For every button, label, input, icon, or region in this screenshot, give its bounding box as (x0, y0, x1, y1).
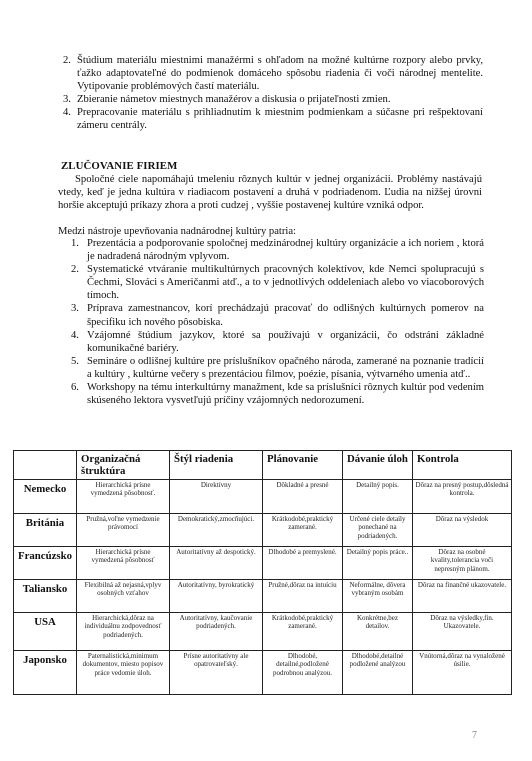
list-item (63, 54, 483, 93)
table-cell: Flexibilná až nejasná,vplyv osobných vzťahov (77, 580, 170, 613)
table-cell: Dôraz na presný postup,dôsledná kontrola. (413, 480, 512, 514)
list-text: Vzájomné štúdium jazykov, ktoré sa používajú v organizácii, čo odstráni základné komunikačné bariéry. (87, 329, 484, 354)
table-cell: Dôkladné a presné (263, 480, 343, 514)
table-cell: Dôraz na finančné ukazovatele. (413, 580, 512, 613)
table-header-cell: Plánovanie (263, 451, 343, 480)
list-text: Systematické vtváranie multikultúrnych pracovných kolektívov, kde Nemci spolupracujú s Čechmi, Slováci s Američanmi atď., a to v jednotlivých oddeleniach alebo vo viacoborových tímoch. (87, 264, 484, 302)
table-cell: Neformálne, dôvera vybraným osobám (343, 580, 413, 613)
table-row (14, 613, 512, 651)
table-cell: Pružné,dôraz na intuíciu (263, 580, 343, 613)
list-text: Semináre o odlišnej kultúre pre príslušníkov opačného národa, zamerané na poznanie tradícií a kultúry , kultúrne večery s prezentáciou filmov, poézie, písania, výtvarného umenia atď.. (87, 355, 484, 380)
list-text: Workshopy na tému interkultúrny manažment, kde sa príslušníci rôznych kultúr pod vedením skúseného lektora vysvetľujú príčiny vzájomných nedorozumení. (87, 382, 484, 407)
table-cell: Detailný popis práce.. (343, 547, 413, 580)
table-cell: Konkrétne,bez detailov. (343, 613, 413, 651)
list-item (63, 93, 483, 106)
table-cell: Dlhodobé a premyslené. (263, 547, 343, 580)
table-header-cell: Organizačná štruktúra (77, 451, 170, 480)
list-text: Štúdium materiálu miestnimi manažérmi s ohľadom na možné kultúrne rozpory alebo prvky, ťažko adaptovateľné do podmienok domáceho spôsobu riadenia či voči národnej mentelite. Vytipovanie problémových častí materiálu. (77, 55, 483, 92)
list-number: 1. (71, 238, 79, 249)
table-cell: Dlhodobé, detailné,podložené podrobnou analýzou. (263, 651, 343, 695)
list-number: 3. (63, 94, 71, 105)
table-cell: Direktívny (170, 480, 263, 514)
list-text: Prezentácia a podporovanie spoločnej medzinárodnej kultúry organizácie a ich noriem , ktorá je nadradená národným vplyvom. (87, 238, 484, 263)
list-number: 6. (71, 382, 79, 394)
page-number: 7 (472, 730, 477, 741)
section-heading: ZLUČOVANIE FIRIEM (61, 160, 178, 172)
table-cell: Dôraz na osobné kvality,tolerancia voči nepresným plánom. (413, 547, 512, 580)
table-cell: Pružná,voľne vymedzenie právomocí (77, 514, 170, 547)
row-country: Japonsko (14, 651, 77, 695)
table-row (14, 480, 512, 514)
table-header-row (14, 451, 512, 480)
list-item (71, 302, 484, 328)
table-cell: Hierarchická prísne vymedzená pôsobnosť (77, 547, 170, 580)
list-number: 2. (71, 264, 79, 276)
list-number: 2. (63, 55, 71, 66)
table-cell: Dôraz na výsledky,fin. Ukazovatele. (413, 613, 512, 651)
list-text: Prepracovanie materiálu s prihliadnutím k miestnim podmienkam a súčasne pri rešpektovaní zámeru centrály. (77, 107, 483, 131)
tools-numbered-list (71, 237, 484, 407)
table-row (14, 580, 512, 613)
table-header-cell (14, 451, 77, 480)
table-header-cell: Štýl riadenia (170, 451, 263, 480)
list-number: 3. (71, 303, 79, 315)
table-cell: Dôraz na výsledok (413, 514, 512, 547)
table-header-cell: Dávanie úloh (343, 451, 413, 480)
row-country: Taliansko (14, 580, 77, 613)
section-intro: Medzi nástroje upevňovania nadnárodnej kultúry patria: (58, 226, 296, 237)
list-item (71, 381, 484, 407)
culture-comparison-table (13, 450, 512, 695)
table-row (14, 547, 512, 580)
table-header-cell: Kontrola (413, 451, 512, 480)
list-item (71, 263, 484, 302)
table-cell: Demokratický,zmocňujúci. (170, 514, 263, 547)
row-country: Francúzsko (14, 547, 77, 580)
list-number: 5. (71, 355, 79, 367)
table-cell: Detailný popis. (343, 480, 413, 514)
list-item (71, 329, 484, 355)
table-cell: Krátkodobé,praktický zamerané. (263, 613, 343, 651)
list-number: 4. (63, 107, 71, 118)
table-cell: Krátkodobé,praktický zamerané. (263, 514, 343, 547)
table-cell: Hierarchická prísne vymedzená pôsobnosť. (77, 480, 170, 514)
table-cell: Prísne autoritatívny ale opatrovateľský. (170, 651, 263, 695)
table-cell: Autoritatívny, kaučovanie podriadených. (170, 613, 263, 651)
table-cell: Autoritatívny až despotický. (170, 547, 263, 580)
table-cell: Autoritatívny, byrokratický (170, 580, 263, 613)
list-item (63, 106, 483, 132)
table-row (14, 651, 512, 695)
table-cell: Hierarchická,dôraz na individuálnu zodpovednosť podriadených. (77, 613, 170, 651)
list-number: 4. (71, 329, 79, 341)
list-text: Zbieranie námetov miestnych manažérov a diskusia o prijateľnosti zmien. (77, 94, 391, 105)
list-item (71, 355, 484, 381)
table-cell: Paternalistická,minimum dokumentov, miesto popisov práce vedomie úloh. (77, 651, 170, 695)
list-text: Príprava zamestnancov, korí prechádzajú pracovať do odlišných kultúrnych pomerov na špecifiku ich nového pôsobiska. (87, 303, 484, 328)
row-country: Nemecko (14, 480, 77, 514)
table-row (14, 514, 512, 547)
table-cell: Dlhodobé,detailné podložené analýzou (343, 651, 413, 695)
table-cell: Určené ciele detaily ponechané na podriadených. (343, 514, 413, 547)
top-numbered-list (63, 54, 483, 132)
table-cell: Vnútorná,dôraz na vynaložené úsilie. (413, 651, 512, 695)
list-item (71, 237, 484, 263)
row-country: Británia (14, 514, 77, 547)
row-country: USA (14, 613, 77, 651)
section-paragraph: Spoločné ciele napomáhajú tmeleniu rôznych kultúr v jednej organizácii. Problémy nastávajú vtedy, keď je jedna kultúra v riadiacom postavení a druhá v podriadenom. Ľudia na nižšej úrovni horšie akceptujú príkazy zhora a proti cudzej , vyššie postavenej kultúre vzniká odpor. (58, 174, 482, 212)
